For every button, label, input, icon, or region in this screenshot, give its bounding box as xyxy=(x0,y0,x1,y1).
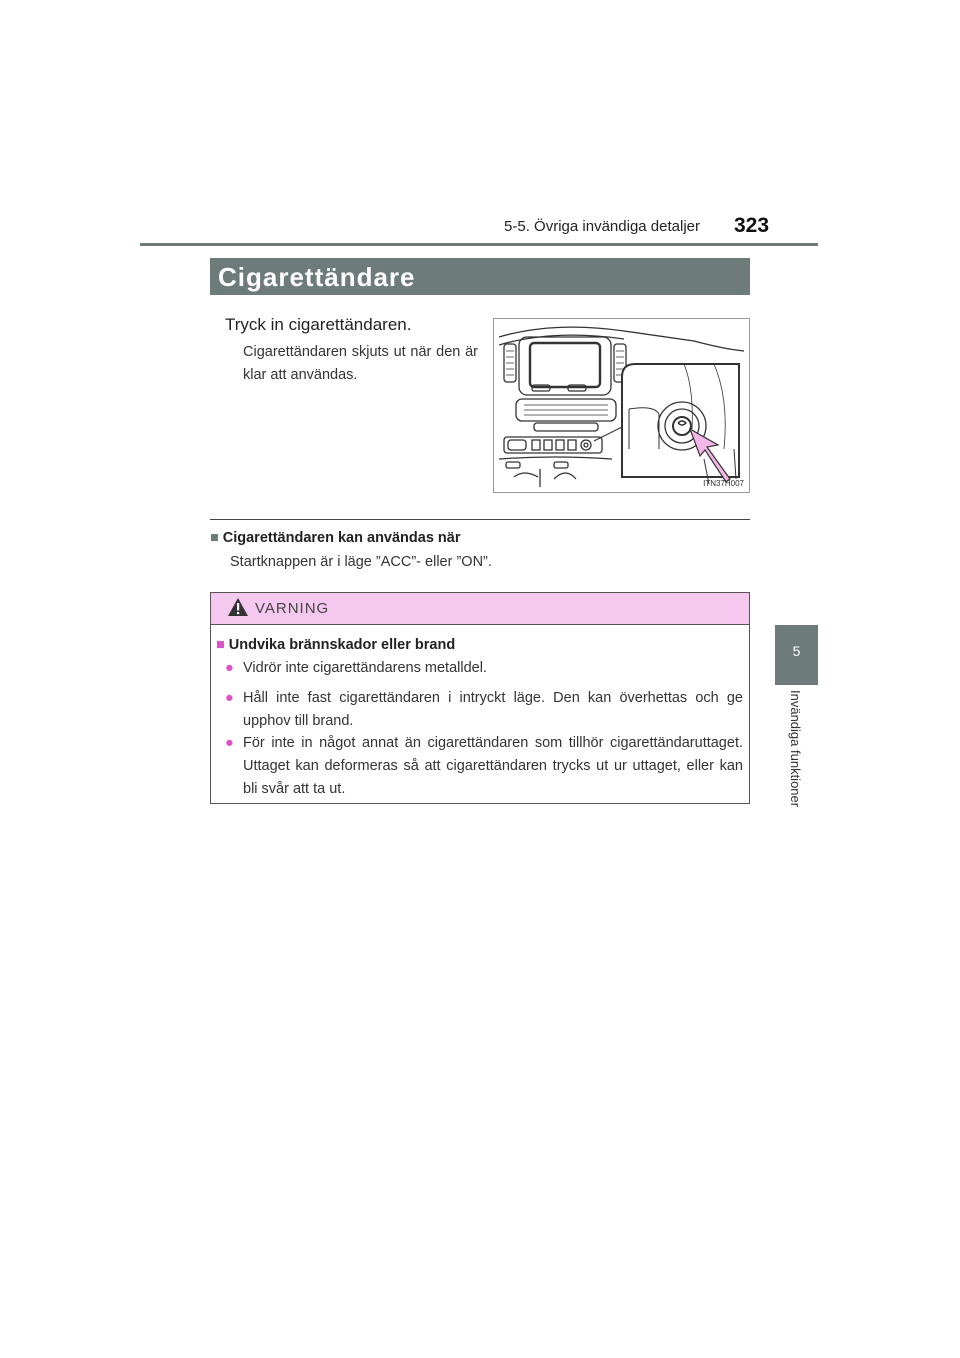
section-title: Cigarettändare xyxy=(218,262,416,292)
note-body: Startknappen är i läge ”ACC”- eller ”ON”. xyxy=(230,554,492,570)
warning-bullet-text: Håll inte fast cigarettändaren i intryckt läge. Den kan överhettas och ge upphov till brand. xyxy=(243,690,743,729)
warning-bullet-text: Vidrör inte cigarettändarens metalldel. xyxy=(243,660,487,676)
illustration-code: ITN37H007 xyxy=(703,479,744,488)
square-bullet-icon: ■ xyxy=(210,530,219,546)
warning-label: VARNING xyxy=(255,600,330,617)
section-title-bar xyxy=(210,258,750,295)
warning-bullet xyxy=(225,687,743,733)
instruction-detail: Cigarettändaren skjuts ut när den är klar att användas. xyxy=(243,344,478,383)
page-number: 323 xyxy=(734,214,770,237)
note-heading xyxy=(210,530,461,546)
note-heading-text: Cigarettändaren kan användas när xyxy=(222,530,461,546)
chapter-label-text: Invändiga funktioner xyxy=(788,690,803,808)
circle-bullet-icon: ● xyxy=(225,660,234,676)
warning-heading-text: Undvika brännskador eller brand xyxy=(228,637,456,653)
instruction-text: Tryck in cigarettändaren. xyxy=(225,315,412,334)
warning-bullet xyxy=(225,732,743,801)
chapter-tab: 5 xyxy=(775,625,818,685)
warning-bullet-text: För inte in något annat än cigarettändaren som tillhör cigarettändaruttaget. Uttaget kan deformeras så att cigarettändaren trycks ut ur uttaget, eller kan bli svår att ta ut. xyxy=(243,735,743,797)
warning-heading xyxy=(216,637,455,653)
cigarette-lighter-illustration xyxy=(493,318,750,493)
header-rule xyxy=(140,243,818,246)
circle-bullet-icon: ● xyxy=(225,735,234,751)
square-bullet-icon: ■ xyxy=(216,637,225,653)
warning-header xyxy=(211,593,749,625)
warning-box xyxy=(210,592,750,804)
header-section-title: 5-5. Övriga invändiga detaljer xyxy=(504,218,700,235)
chapter-label xyxy=(788,690,808,830)
dashboard-drawing xyxy=(494,319,749,492)
circle-bullet-icon: ● xyxy=(225,690,234,706)
warning-triangle-icon xyxy=(227,597,249,617)
section-rule xyxy=(210,519,750,520)
warning-bullet xyxy=(225,657,743,680)
